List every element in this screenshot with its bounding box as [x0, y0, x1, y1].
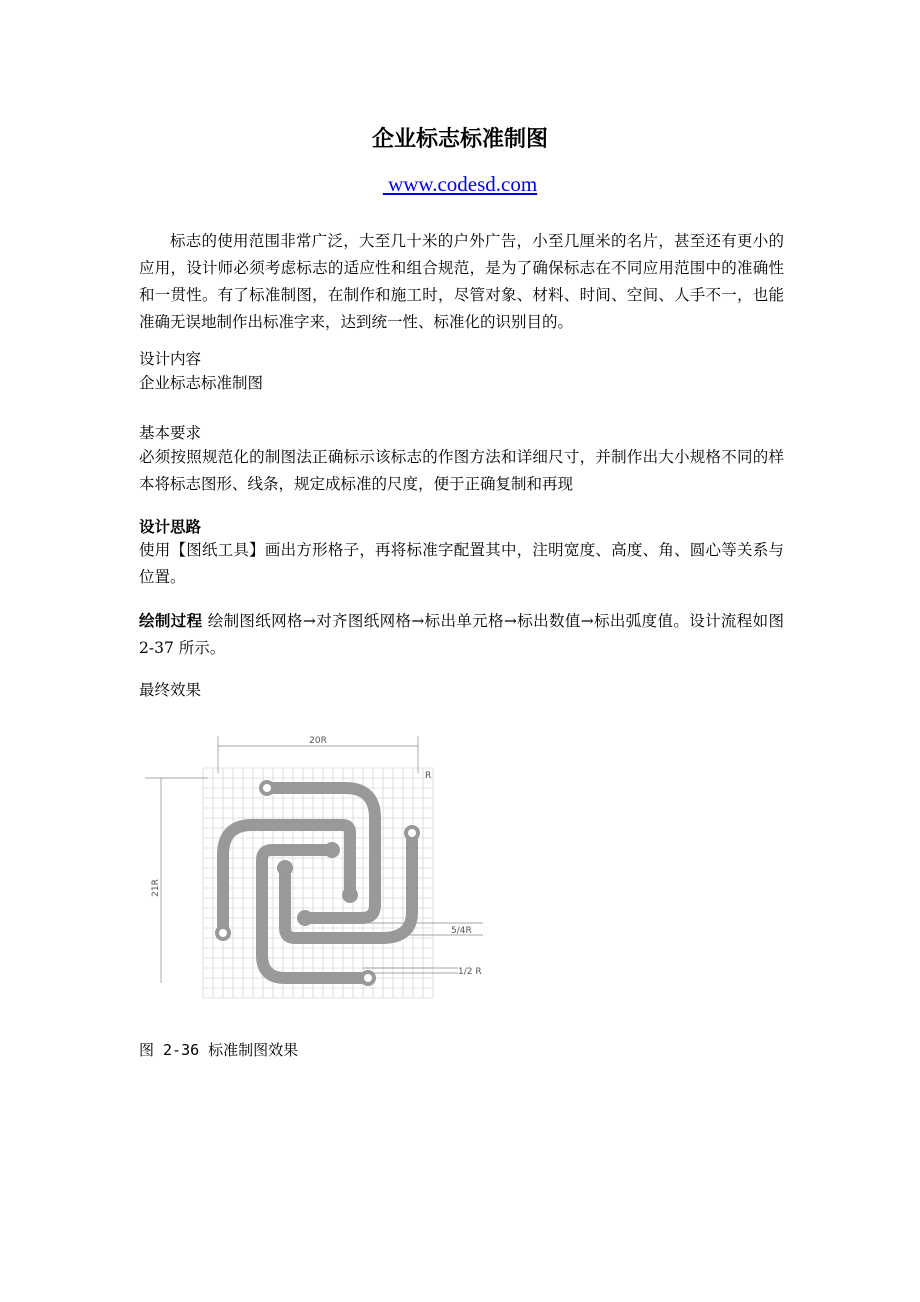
dimension-lines	[145, 736, 483, 983]
final-effect-heading: 最终效果	[139, 681, 202, 699]
process-paragraph	[139, 607, 784, 662]
unit-label: R	[425, 771, 432, 781]
logo-grid-figure	[138, 728, 488, 1003]
page-title: 企业标志标准制图	[371, 127, 548, 152]
ring-icon	[406, 827, 418, 839]
intro-paragraph: 标志的使用范围非常广泛，大至几十米的户外广告，小至几厘米的名片，甚至还有更小的应用，设计师必须考虑标志的适应性和组合规范，是为了确保标志在不同应用范围中的准确性和一贯性。有了标准制图，在制作和施工时，尽管对象、材料、时间、空间、人手不一，也能准确无误地制作出标准字来，达到统一性、标准化的识别目的。	[139, 232, 784, 331]
height-label: 21R	[151, 879, 161, 897]
requirements-text: 必须按照规范化的制图法正确标示该标志的作图方法和详细尺寸，并制作出大小规格不同的样本将标志图形、线条，规定成标准的尺度，便于正确复制和再现	[139, 448, 784, 493]
width-label: 20R	[309, 736, 327, 746]
design-content-text: 企业标志标准制图	[139, 374, 264, 392]
process-text: 绘制图纸网格→对齐图纸网格→标出单元格→标出数值→标出弧度值。设计流程如图 2-37 所示。	[139, 612, 784, 657]
design-idea-text: 使用【图纸工具】画出方形格子，再将标准字配置其中，注明宽度、高度、角、圆心等关系与位置。	[139, 541, 784, 586]
logo-mark	[223, 788, 412, 978]
grid-lines	[203, 768, 433, 998]
ring-icon	[261, 782, 273, 794]
process-heading: 绘制过程	[139, 611, 203, 630]
requirements-heading: 基本要求	[139, 424, 202, 442]
figure-caption: 图 2-36 标准制图效果	[139, 1041, 299, 1059]
ring-icon	[362, 972, 374, 984]
design-idea-heading: 设计思路	[139, 517, 202, 536]
stroke-label: 5/4R	[451, 926, 472, 936]
gap-label: 1/2 R	[458, 967, 482, 977]
design-content-heading: 设计内容	[139, 350, 202, 368]
website-link[interactable]: www.codesd.com	[382, 172, 538, 196]
ring-icon	[217, 927, 229, 939]
logo-rings	[217, 782, 418, 984]
